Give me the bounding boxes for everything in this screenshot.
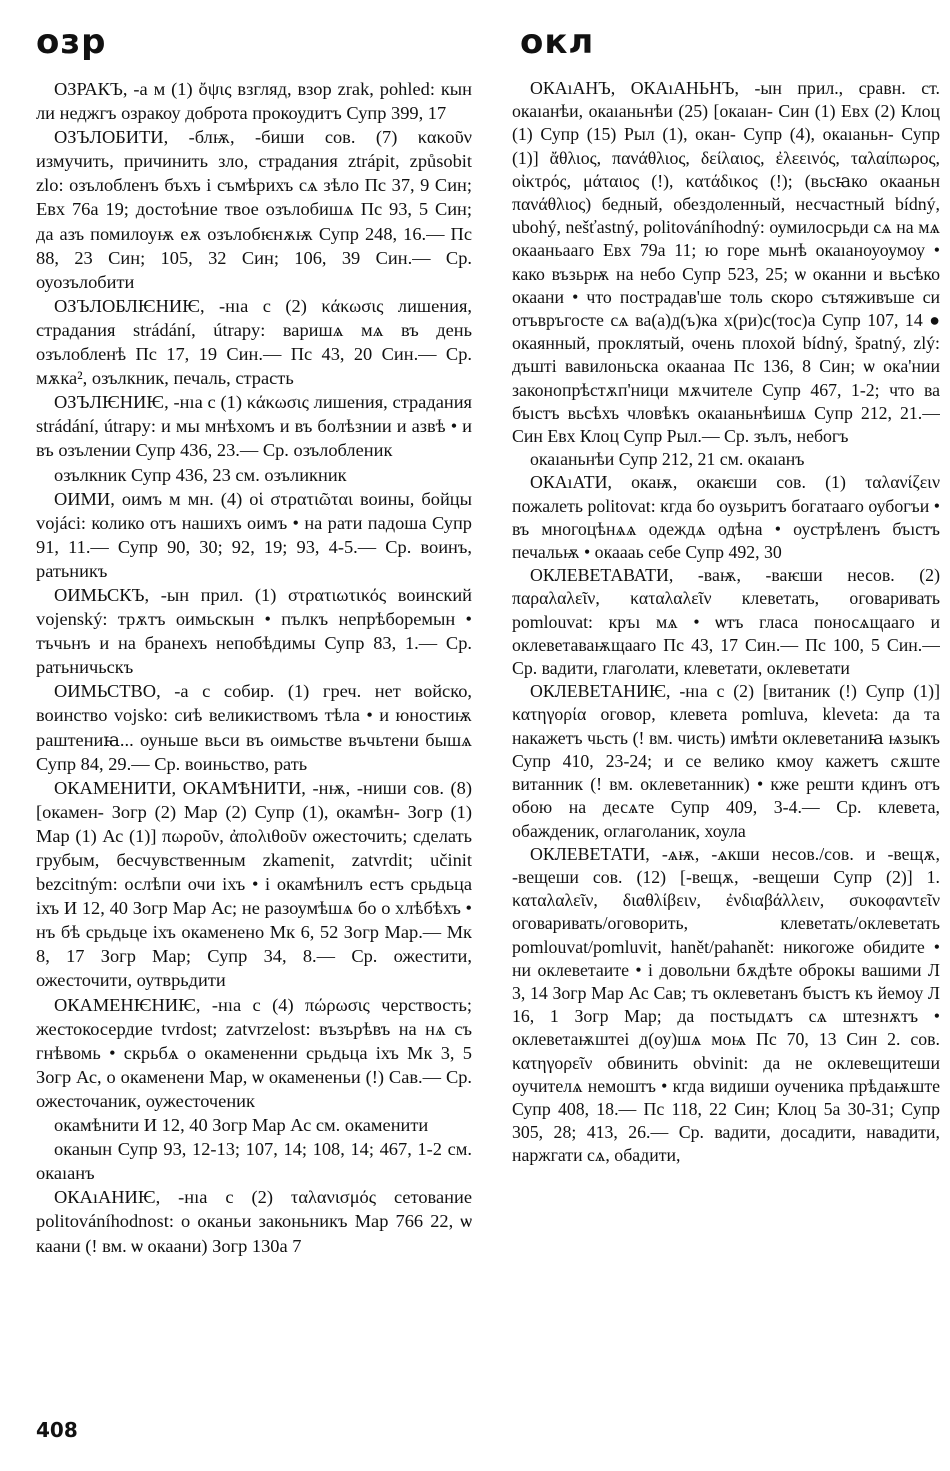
left-column xyxy=(36,77,472,1427)
entry-okaati: ОКАıАТИ, окаѭ, окаѥши сов. (1) ταλανίζειν пожалеть politovat: кгда бо оузьритъ богатаагo оубогъи • въ многоцѣнѧѧ одеждѧ одѣна • оустрѣленъ бъıстъ печальѭ • окаааь себе Супр 492, 30 xyxy=(512,472,940,563)
entry-okaanie: ОКАıАНИѤ, -нıа с (2) ταλανισμός сетование politováníhodnost: о оканьи законьникъ Мар 766 22, ѡ каани (! вм. ѡ окаани) Зогр 130а 7 xyxy=(36,1187,472,1256)
entry-okaan: ОКАıАНЪ, ОКАıАНЬНЪ, -ын прил., сравн. ст. окаıанѣи, окаıаньнѣи (25) [окаıан- Син (1) Евх (2) Клоц (1) Супр (15) Рыл (1), окан- Супр (4), окаıаньн- Супр (1)] ἄθλιος, πανάθλιος, δείλαιος, ἐλεεινός, ταλαίπωρος, οἰκτρός, μάταιος (!), κατάδικος (!); (вьсꙗко окааньн πανάθλιος) бедный, обездоленный, несчастный bídný, ubohý, nešťastný, politováníhodný: оумилосрьди сѧ на мѧ окааньааго Евх 79а 11; ю горе мьнѣ окаıаноуоумоу • како възьрѭ на небо Супр 523, 25; ѡ оканни и вьсѣко окаани • что пострадав'ше толь скоро сътяживъше си отъвръгосте сѧ ва(а)д(ъ)ка х(ри)с(тос)а Супр 107, 14 ● окаянный, проклятый, очень плохой bídný, špatný, zlý: дъшті вавилоньска окаанаа Пс 136, 8 Син; ѡ ока'нии законопрѣстѫп'ници мѫчителе Супр 467, 1-2; что ва бъıстъ вьсѣхъ чловѣкъ окаıаньнѣишѧ Супр 212, 21.— Син Евх Клоц Супр Рыл.— Ср. зълъ, небогъ xyxy=(512,78,940,447)
entry-oklevetanie: ОКЛЕВЕТАНИѤ, -нıа с (2) [витаник (!) Супр (1)] κατηγορία оговор, клевета pomluva, kleveta: да та накажетъ чьсть (! вм. чисть) имѣти оклеветаниꙗ ѩзыкъ Супр 410, 23-24; и се велико кмоу кажетъ сѫште витанник (! вм. оклеветанник) • кже решти кдинъ отъ обою на десѧте Супр 409, 3-4.— Ср. клевета, обажденик, оглаголаник, хоула xyxy=(512,681,940,841)
entry-okameniti-ref: окамѣнити И 12, 40 Зогр Мар Ас см. окаменити xyxy=(54,1115,429,1136)
entry-ozrak: ОЗРАКЪ, -а м (1) ὄψις взгляд, взор zrak, pohled: кын ли неджгъ озракоу доброта прокоудитъ Супр 399, 17 xyxy=(36,79,472,124)
entry-okanyn-ref: оканын Супр 93, 12-13; 107, 14; 108, 14; 467, 1-2 см. окаıанъ xyxy=(36,1139,472,1184)
page-number: 408 xyxy=(36,1418,78,1442)
right-column xyxy=(512,77,940,1427)
entry-ozulenie: ОЗЪЛѤНИѤ, -нıа с (1) κάκωσις лишения, страдания strádání, útrapy: и мы мнѣхомъ и въ болѣзнии и азвѣ • и въ озълении Супр 436, 23.— Ср. озълобленик xyxy=(36,392,472,461)
entry-okamenenie: ОКАМЕНѤНИѤ, -нıа с (4) πώρωσις черствость; жестокосердие tvrdost; zatvrzelost: възърѣвъ на нѧ съ гнѣвомь • скрьбѧ о окамененни срьдьца іхъ Мк 3, 5 Зогр Ас, о окаменени Мар, ѡ окамененьи (!) Сав.— Ср. ожесточаник, оужесточеник xyxy=(36,994,472,1111)
running-header-right: окл xyxy=(520,22,595,62)
entry-ozulknik-ref: озълкник Супр 436, 23 см. озъликник xyxy=(54,464,347,485)
entry-okaanin-ref: окаıаньнѣи Супр 212, 21 см. окаıанъ xyxy=(530,449,805,470)
entry-oklevetati: ОКЛЕВЕТАТИ, -ѧѭ, -ѧкши несов./сов. и -вещѫ, -вещеши сов. (12) [-вещѫ, -вещеши Супр (2)] 1. καταλαλεῖν, διαθλίβειν, ἐνδιαβάλλειν, συκοφαντεῖν оговаривать/оговорить, клеветать/оклеветать pomlouvat/pomluvit, hanět/pahanět: никогоже обидите • ни оклеветаите • і довольни бѫдѣте оброкы вашими Л 3, 14 Зогр Мар Ас Сав; тъ оклеветанъ бъıстъ къ йемоу Л 16, 1 Зогр Мар; да постыдѧтъ сѧ штезнѫтъ • оклеветаѭштеі д(оу)шѧ моѩ Пс 70, 13 Син 2. сов. κατηγορεῖν обвинить obvinit: да не оклевещитеши оучителѧ немоштъ • кгда видиши оученика прѣдаѭште Супр 408, 18.— Пс 118, 22 Син; Клоц 5а 30-31; Супр 305, 28; 413, 26.— Ср. вадити, досадити, навадити, наржгати сѧ, обадити, xyxy=(512,843,940,1166)
entry-oklevetavati: ОКЛЕВЕТАВАТИ, -ваѭ, -ваѥши несов. (2) παραλαλεῖν, καταλαλεῖν клеветать, оговаривать pomlouvat: кръı мѧ • ѡтъ гласа поносѧщааго и оклеветаваѭщааго Пс 43, 17 Син.— Пс 100, 5 Син.— Ср. вадити, глаголати, клеветати, оклеветати xyxy=(512,565,940,679)
running-header-left: озр xyxy=(36,22,107,62)
entry-okameniti: ОКАМЕНИТИ, ОКАМѢНИТИ, -нѭ, -ниши сов. (8) [окамен- Зогр (2) Мар (2) Супр (1), окамѣн- Зогр (1) Мар (1) Ас (1)] πωροῦν, ἀπολιθοῦν ожесточить; сделать грубым, бесчувственным zkamenit, zatvrdit; učinit bezcitným: ослѣпи очи іхъ • і окамѣнилъ естъ срьдьца іхъ И 12, 40 Зогр Мар Ас; не разоумѣшѧ бо о хлѣбѣхъ • нъ бѣ срьдьце іхъ окаменено Мк 6, 52 Зогр Мар.— Мк 8, 17 Зогр Мар; Супр 34, 8.— Ср. ожестити, ожесточити, оутврьдити xyxy=(36,777,472,991)
entry-oimi: ОИМИ, оимъ м мн. (4) οἱ στρατιῶται воины, бойцы vojáci: колико отъ нашихъ оимъ • на рати падоша Супр 91, 11.— Супр 90, 30; 92, 19; 93, 4-5.— Ср. воинъ, ратьникъ xyxy=(36,488,472,581)
entry-ozulobiti: ОЗЪЛОБИТИ, -блѭ, -биши сов. (7) κακοῦν измучить, причинить зло, страдания ztrápit, způsobit zlo: озълобленъ бъхъ і съмѣрихъ сѧ зѣло Пс 37, 9 Син; Евх 76а 19; достоѣние твое озълобишѧ Пс 93, 5 Син; да азъ помилоуѭ еѫ озълобѥнѫѭ Супр 248, 16.— Пс 88, 23 Син; 105, 32 Син; 106, 39 Син.— Ср. оуозълобити xyxy=(36,127,472,292)
entry-ozuloblenie: ОЗЪЛОБЛѤНИѤ, -нıа с (2) κάκωσις лишения, страдания strádání, útrapy: варишѧ мѧ въ день озълобленѣ Пс 17, 19 Син.— Пс 43, 20 Син.— Ср. мѫка², озълкник, печаль, страсть xyxy=(36,295,472,389)
entry-oimisk: ОИМЬСКЪ, -ын прил. (1) στρατιωτικός воинский vojenský: трѫтъ оимьскын • пълкъ непрѣборемын • тъчьнъ и на бранехъ непобѣдимы Супр 83, 1.— Ср. ратьничьскъ xyxy=(36,584,472,678)
entry-oimistvo: ОИМЬСТВО, -а с собир. (1) греч. нет войско, воинство vojsko: сиѣ великиствомъ тѣла • и юностиѭ раштениꙗ... оуньше вьси въ оимьстве въчьтени бышѧ Супр 84, 29.— Ср. воиньство, рать xyxy=(36,681,472,774)
